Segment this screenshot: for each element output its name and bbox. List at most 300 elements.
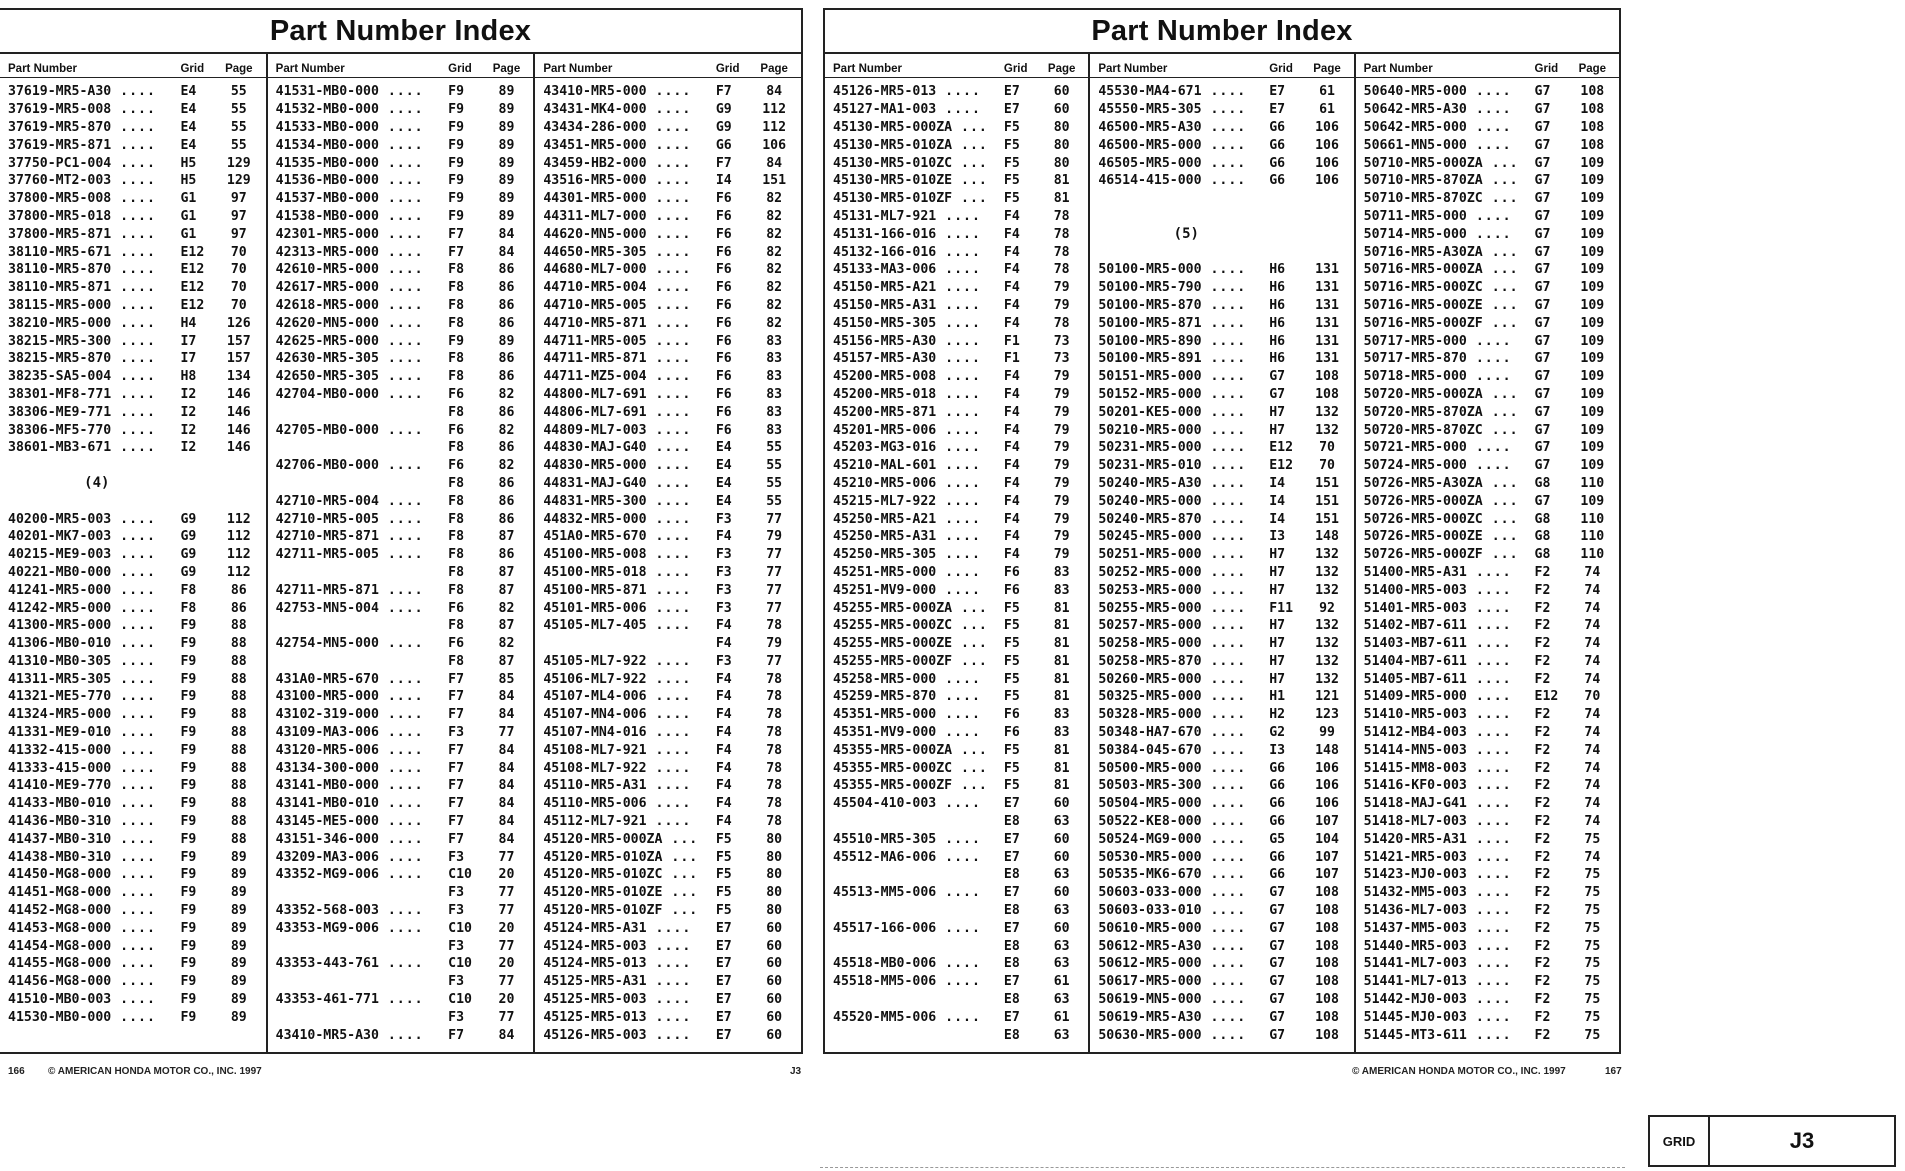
page-cell: 151 <box>762 173 787 189</box>
part-number-cell <box>833 618 1004 633</box>
page-cell: 109 <box>1580 333 1605 349</box>
part-number-cell <box>276 636 448 651</box>
part-number-cell <box>1098 565 1269 580</box>
page-cell: 109 <box>1580 191 1605 207</box>
table-row <box>1364 991 1615 1009</box>
part-number: 41533-MB0-000 <box>275 119 379 135</box>
part-number: 41532-MB0-000 <box>275 102 379 118</box>
leader-dots: .... <box>936 725 981 741</box>
grid-cell: E8 <box>1003 992 1020 1008</box>
grid-cell: G6 <box>1269 849 1286 865</box>
page-cell: 86 <box>498 493 515 509</box>
part-number: 43352-MG9-006 <box>275 867 379 883</box>
leader-dots: .... <box>646 84 692 100</box>
page-cell: 70 <box>1319 458 1335 474</box>
part-number: 38306-ME9-771 <box>8 404 112 420</box>
page-cell: 112 <box>762 119 787 135</box>
grid-cell: F6 <box>715 262 732 278</box>
part-number: 43410-MR5-A30 <box>275 1027 379 1043</box>
part-number: 50721-MR5-000 <box>1363 440 1467 456</box>
page-cell: 97 <box>230 226 247 242</box>
leader-dots: .... <box>1466 814 1512 830</box>
page-cell: 109 <box>1580 422 1605 438</box>
grid-cell: F7 <box>448 778 465 794</box>
part-number: 44830-MR5-000 <box>543 458 647 474</box>
part-number-cell <box>276 512 448 527</box>
leader-dots: .... <box>646 742 692 758</box>
table-row <box>8 350 262 368</box>
leader-dots: .... <box>1201 814 1247 830</box>
leader-dots: ... <box>662 831 699 847</box>
table-row <box>8 955 262 973</box>
part-number-cell <box>1098 298 1269 313</box>
grid-cell: F6 <box>715 386 732 402</box>
part-number: 51445-MJ0-003 <box>1363 1009 1467 1025</box>
table-row <box>8 261 262 279</box>
leader-dots: .... <box>936 582 981 598</box>
grid-cell: F6 <box>715 351 732 367</box>
page-cell: 74 <box>1584 671 1601 687</box>
grid-cell: E7 <box>1269 84 1286 100</box>
part-number: 50726-MR5-000ZF <box>1363 547 1483 563</box>
table-row <box>833 314 1084 332</box>
leader-dots: .... <box>1201 956 1247 972</box>
table-row <box>1364 919 1615 937</box>
part-number: 45510-MR5-305 <box>833 831 937 847</box>
table-row <box>276 368 530 386</box>
part-number: 45101-MR5-006 <box>543 600 647 616</box>
table-row <box>1364 795 1615 813</box>
part-number-cell <box>833 850 1004 865</box>
grid-cell: E7 <box>1003 920 1020 936</box>
part-number-cell <box>8 529 180 544</box>
part-number: 37800-MR5-008 <box>8 191 112 207</box>
part-number-cell <box>833 387 1004 402</box>
right-copyright: © AMERICAN HONDA MOTOR CO., INC. 1997 <box>1352 1066 1566 1077</box>
leader-dots: .... <box>378 137 424 153</box>
table-row <box>1098 1008 1349 1026</box>
table-row <box>1364 955 1615 973</box>
page-cell: 84 <box>498 742 515 758</box>
leader-dots: .... <box>1466 119 1512 135</box>
table-row <box>1364 581 1615 599</box>
leader-dots: .... <box>646 386 692 402</box>
grid-cell: I2 <box>180 386 197 402</box>
part-number: 41537-MB0-000 <box>275 191 379 207</box>
part-number: 41534-MB0-000 <box>275 137 379 153</box>
leader-dots: .... <box>1201 315 1247 331</box>
part-number-cell <box>1098 636 1269 651</box>
leader-dots: .... <box>1201 564 1247 580</box>
grid-cell: F5 <box>715 831 732 847</box>
leader-dots: ... <box>952 653 988 669</box>
part-number: 50642-MR5-000 <box>1363 119 1467 135</box>
table-row <box>1098 510 1349 528</box>
page-cell: 106 <box>1315 119 1339 135</box>
part-number: 45550-MR5-305 <box>1098 102 1202 118</box>
part-number-cell <box>543 120 715 135</box>
grid-cell: F5 <box>1003 636 1020 652</box>
part-number-cell <box>1098 921 1269 936</box>
grid-cell: F2 <box>1534 725 1551 741</box>
table-row <box>276 688 530 706</box>
part-number-cell <box>8 262 180 277</box>
part-number-cell <box>1364 885 1535 900</box>
part-number: 45124-MR5-013 <box>543 956 647 972</box>
table-row <box>1364 617 1615 635</box>
leader-dots: .... <box>378 458 424 474</box>
leader-dots: .... <box>1201 511 1247 527</box>
part-number: 37800-MR5-018 <box>8 208 112 224</box>
grid-cell: F6 <box>715 422 732 438</box>
leader-dots: .... <box>111 297 156 313</box>
table-row <box>1098 653 1349 671</box>
leader-dots: ... <box>952 600 988 616</box>
page-cell: 75 <box>1584 885 1601 901</box>
table-row <box>1364 225 1615 243</box>
part-number: 45355-MR5-000ZA <box>833 742 953 758</box>
page-cell: 92 <box>1319 600 1335 616</box>
page-cell: 80 <box>1053 119 1070 135</box>
leader-dots: .... <box>378 742 424 758</box>
grid-cell: F9 <box>180 974 197 990</box>
page-cell: 84 <box>498 760 515 776</box>
table-row <box>8 866 262 884</box>
part-number-cell <box>8 351 180 366</box>
grid-cell: F4 <box>1003 511 1020 527</box>
grid-cell: E8 <box>1003 814 1020 830</box>
table-row <box>276 136 530 154</box>
page-cell: 61 <box>1053 1009 1070 1025</box>
part-number-cell <box>543 565 715 580</box>
grid-cell: F6 <box>448 636 465 652</box>
blank-row <box>1098 190 1349 208</box>
grid-cell: F2 <box>1534 974 1551 990</box>
grid-cell: G7 <box>1534 493 1551 509</box>
part-number: 50240-MR5-A30 <box>1098 475 1202 491</box>
grid-cell: E7 <box>1003 84 1020 100</box>
leader-dots: .... <box>111 725 156 741</box>
table-row <box>1098 991 1349 1009</box>
grid-cell: F5 <box>1003 173 1020 189</box>
table-row <box>543 492 797 510</box>
leader-dots: .... <box>646 191 692 207</box>
leader-dots: ... <box>662 849 699 865</box>
table-row <box>833 368 1084 386</box>
part-number-cell <box>543 885 715 900</box>
part-number: 41436-MB0-310 <box>8 814 112 830</box>
part-number-cell <box>1098 885 1269 900</box>
grid-cell: F9 <box>448 84 465 100</box>
leader-dots: .... <box>646 297 692 313</box>
page-cell: 108 <box>1315 885 1339 901</box>
part-number-cell <box>276 992 448 1007</box>
part-number-cell <box>1098 369 1269 384</box>
part-number-cell <box>543 814 715 829</box>
grid-cell: G6 <box>1269 760 1286 776</box>
leader-dots: .... <box>1466 369 1512 385</box>
table-row <box>833 599 1084 617</box>
part-number: 45255-MR5-000ZE <box>833 636 953 652</box>
leader-dots: ... <box>952 173 988 189</box>
grid-cell: E7 <box>1003 831 1020 847</box>
part-number: 50100-MR5-790 <box>1098 280 1202 296</box>
leader-dots: .... <box>646 547 692 563</box>
grid-cell: H6 <box>1269 351 1286 367</box>
leader-dots: .... <box>646 404 692 420</box>
page-cell: 129 <box>226 173 251 189</box>
part-number: 41331-ME9-010 <box>8 725 112 741</box>
part-number-cell <box>1364 369 1535 384</box>
page-cell: 81 <box>1053 600 1070 616</box>
grid-cell: F4 <box>1003 458 1020 474</box>
part-number-cell <box>833 245 1004 260</box>
part-number-cell <box>543 1010 715 1025</box>
part-number: 41438-MB0-310 <box>8 849 112 865</box>
part-number: 50504-MR5-000 <box>1098 796 1202 812</box>
page-cell: 73 <box>1053 333 1070 349</box>
leader-dots: .... <box>646 1009 692 1025</box>
grid-cell: H4 <box>180 315 197 331</box>
part-number: 50726-MR5-000ZC <box>1363 511 1483 527</box>
table-row <box>1364 1026 1615 1044</box>
leader-dots: .... <box>111 280 156 296</box>
page-cell: 89 <box>498 119 515 135</box>
table-row <box>833 635 1084 653</box>
grid-cell: F8 <box>448 582 465 598</box>
grid-cell: I4 <box>715 173 732 189</box>
grid-cell: F2 <box>1534 600 1551 616</box>
grid-cell: F2 <box>1534 1009 1551 1025</box>
page-cell: 82 <box>766 280 783 296</box>
part-number: 41454-MG8-000 <box>8 938 112 954</box>
table-row <box>1098 297 1349 315</box>
grid-cell: C10 <box>448 956 472 972</box>
page-cell: 109 <box>1580 369 1605 385</box>
grid-cell: I3 <box>1269 742 1286 758</box>
part-number-cell <box>1364 743 1535 758</box>
part-number: 50251-MR5-000 <box>1098 547 1202 563</box>
grid-cell: F9 <box>180 707 197 723</box>
part-number-cell <box>276 529 448 544</box>
table-row <box>276 492 530 510</box>
part-number: 37619-MR5-870 <box>8 119 112 135</box>
grid-cell: F6 <box>715 280 732 296</box>
part-number: 45513-MM5-006 <box>833 885 937 901</box>
table-row <box>8 937 262 955</box>
part-number: 45255-MR5-000ZA <box>833 600 953 616</box>
part-number-cell <box>1098 351 1269 366</box>
table-row <box>1098 724 1349 742</box>
part-number-cell <box>1098 423 1269 438</box>
leader-dots: .... <box>936 208 981 224</box>
leader-dots: .... <box>111 547 156 563</box>
part-number: 45200-MR5-008 <box>833 369 937 385</box>
left-footer-code: J3 <box>790 1066 802 1077</box>
page-cell: 74 <box>1584 618 1601 634</box>
part-number: 44650-MR5-305 <box>543 244 647 260</box>
part-number-cell <box>1364 850 1535 865</box>
leader-dots: .... <box>111 84 156 100</box>
leader-dots: .... <box>111 618 156 634</box>
page-cell: 131 <box>1315 280 1339 296</box>
part-number-cell <box>1364 636 1535 651</box>
table-row <box>1364 172 1615 190</box>
part-number-cell <box>833 636 1004 651</box>
part-number: 50384-045-670 <box>1098 742 1202 758</box>
page-cell: 86 <box>498 262 515 278</box>
leader-dots: .... <box>378 511 424 527</box>
part-number: 45200-MR5-018 <box>833 386 937 402</box>
grid-cell: G7 <box>1534 351 1551 367</box>
part-number: 50717-MR5-870 <box>1363 351 1467 367</box>
part-number-cell <box>1098 102 1269 117</box>
grid-cell: F6 <box>448 386 465 402</box>
leader-dots: .... <box>646 458 692 474</box>
page-cell: 108 <box>1315 956 1339 972</box>
part-number-cell <box>833 440 1004 455</box>
part-number: 45351-MV9-000 <box>833 725 937 741</box>
blank-row <box>8 457 262 475</box>
table-row <box>543 670 797 688</box>
leader-dots: .... <box>1201 689 1247 705</box>
page-cell: 112 <box>226 547 251 563</box>
table-row <box>1364 688 1615 706</box>
leader-dots: .... <box>1201 867 1247 883</box>
leader-dots: .... <box>378 244 424 260</box>
page-cell: 78 <box>766 689 783 705</box>
table-row <box>276 225 530 243</box>
part-number-cell <box>543 832 715 847</box>
part-number-cell <box>543 867 715 882</box>
page-cell: 81 <box>1053 778 1070 794</box>
part-number: 45120-MR5-000ZA <box>543 831 663 847</box>
part-number: 51442-MJ0-003 <box>1363 992 1467 1008</box>
part-number: 42710-MR5-004 <box>275 493 379 509</box>
part-number-cell <box>8 512 180 527</box>
table-row <box>8 688 262 706</box>
part-number-cell <box>1364 423 1535 438</box>
part-number: 44620-MN5-000 <box>543 226 647 242</box>
leader-dots: .... <box>378 493 424 509</box>
page-cell: 63 <box>1053 1027 1070 1043</box>
page-cell: 74 <box>1584 707 1601 723</box>
part-number-cell <box>8 618 180 633</box>
leader-dots: .... <box>1466 208 1512 224</box>
grid-cell: E4 <box>180 119 197 135</box>
part-number-cell <box>1098 778 1269 793</box>
table-row <box>276 208 530 226</box>
part-number: 41324-MR5-000 <box>8 707 112 723</box>
part-number-cell <box>1364 689 1535 704</box>
part-number-cell <box>276 423 448 438</box>
part-number-cell <box>543 707 715 722</box>
page-cell: 60 <box>766 992 783 1008</box>
page-cell: 89 <box>498 102 515 118</box>
grid-cell: F5 <box>715 867 732 883</box>
grid-cell: G7 <box>1534 404 1551 420</box>
part-number: 43141-MB0-010 <box>275 796 379 812</box>
part-number-cell <box>543 618 715 633</box>
leader-dots: .... <box>1201 262 1247 278</box>
grid-cell: G6 <box>1269 173 1286 189</box>
grid-cell: G9 <box>180 511 197 527</box>
table-row <box>1098 830 1349 848</box>
leader-dots: .... <box>111 653 156 669</box>
table-row <box>8 973 262 991</box>
part-number-cell <box>276 725 448 740</box>
part-number: 50522-KE8-000 <box>1098 814 1202 830</box>
table-row <box>543 172 797 190</box>
table-row <box>1364 386 1615 404</box>
part-number: 45255-MR5-000ZC <box>833 618 953 634</box>
part-number: 43410-MR5-000 <box>543 84 647 100</box>
part-number-cell <box>1364 1028 1535 1043</box>
leader-dots: .... <box>646 760 692 776</box>
page-cell: 81 <box>1053 742 1070 758</box>
page-cell: 89 <box>498 155 515 171</box>
page-cell: 89 <box>498 84 515 100</box>
table-row <box>833 528 1084 546</box>
part-number: 42620-MN5-000 <box>275 315 379 331</box>
leader-dots: ... <box>1482 155 1519 171</box>
page-cell: 84 <box>498 707 515 723</box>
part-number-cell <box>8 672 180 687</box>
leader-dots: .... <box>1466 653 1512 669</box>
part-number: 43141-MB0-000 <box>275 778 379 794</box>
part-number: 50610-MR5-000 <box>1098 920 1202 936</box>
leader-dots: .... <box>378 814 424 830</box>
grid-cell: E12 <box>180 244 205 260</box>
grid-cell: I4 <box>1269 493 1286 509</box>
part-number: 50716-MR5-A30ZA <box>1363 244 1483 260</box>
grid-cell: F4 <box>715 796 732 812</box>
part-number: 50726-MR5-000ZA <box>1363 493 1483 509</box>
grid-cell: E4 <box>180 102 197 118</box>
index-columns <box>825 54 1619 1052</box>
part-number: 40215-ME9-003 <box>8 547 112 563</box>
part-number-cell <box>543 280 715 295</box>
part-number-cell <box>8 761 180 776</box>
leader-dots: .... <box>111 244 156 260</box>
part-number: 45125-MR5-A31 <box>543 974 647 990</box>
page-cell: 89 <box>230 938 247 954</box>
part-number-cell <box>276 547 448 562</box>
table-row <box>1098 546 1349 564</box>
leader-dots: ... <box>1482 315 1519 331</box>
table-row <box>276 973 530 991</box>
leader-dots: .... <box>646 938 692 954</box>
part-number: 38115-MR5-000 <box>8 297 112 313</box>
part-number: 50720-MR5-000ZA <box>1363 386 1483 402</box>
part-number-cell <box>833 761 1004 776</box>
part-number: 50503-MR5-300 <box>1098 778 1202 794</box>
part-number: 45258-MR5-000 <box>833 671 937 687</box>
table-row <box>276 866 530 884</box>
part-number-cell <box>543 921 715 936</box>
leader-dots: .... <box>936 707 981 723</box>
grid-cell: I4 <box>1269 475 1286 491</box>
grid-cell: G7 <box>1269 1027 1286 1043</box>
leader-dots: .... <box>1466 796 1512 812</box>
part-number: 41306-MB0-010 <box>8 636 112 652</box>
table-row <box>543 653 797 671</box>
page-cell: 77 <box>766 600 783 616</box>
table-row <box>833 813 1084 831</box>
table-row <box>833 795 1084 813</box>
part-number-cell <box>8 601 180 616</box>
leader-dots: ... <box>952 119 988 135</box>
